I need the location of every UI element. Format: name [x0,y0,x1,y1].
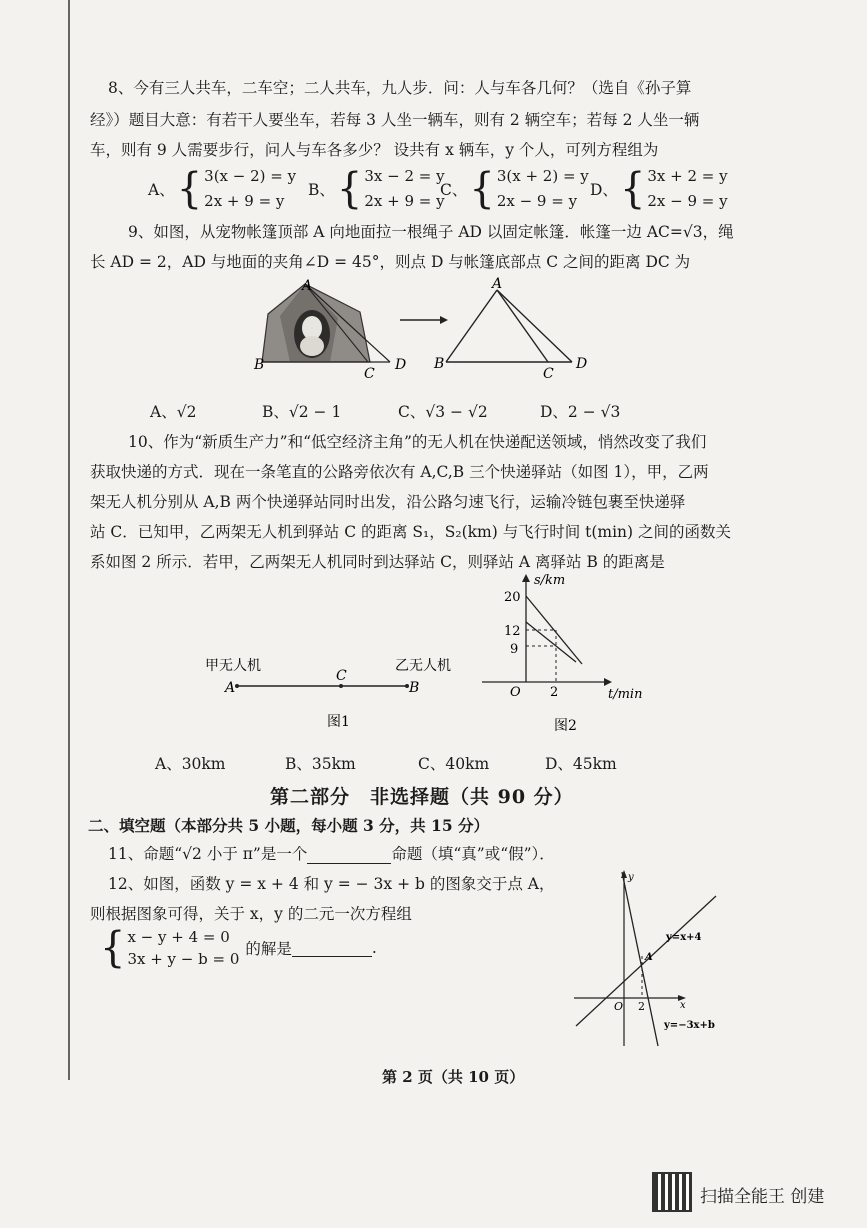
q11 [108,844,555,864]
tri-label-c: C [543,366,554,382]
q12-line-1: 12、如图，函数 y = x + 4 和 y = − 3x + b 的图象交于点 A， [108,875,555,893]
q12-eq1: x − y + 4 = 0 [127,928,230,946]
tri-label-d: D [576,356,588,372]
q10-line-3: 架无人机分别从 A,B 两个快递驿站同时出发，沿公路匀速飞行，运输冷链包裹至快递驿 [90,493,686,511]
brace-icon: { [336,164,363,214]
q8-option-c-label: C、 [440,181,468,199]
q8-option-a[interactable] [148,164,296,214]
q8-line-3: 车，则有 9 人需要步行，问人与车各多少？ 设共有 x 辆车，y 个人，可列方程组为 [90,141,659,159]
right-arrow-icon [400,316,448,324]
q11-before: 11、命题“√2 小于 π”是一个 [108,845,308,863]
q10-line-1: 10、作为“新质生产力”和“低空经济主角”的无人机在快递配送领域，悄然改变了我们 [128,433,707,451]
q8-option-b[interactable] [308,164,445,214]
q12-eq2: 3x + y − b = 0 [127,950,240,968]
fig1-left-drone-label: 甲无人机 [205,658,261,674]
q12-graph [566,866,742,1056]
q12-tick-2: 2 [638,1000,645,1013]
q12-y-label: y [628,872,634,883]
q11-after: 命题（填“真”或“假”）． [391,845,555,863]
fig2-tick-2: 2 [550,685,559,700]
fig2-tick-9: 9 [510,642,519,657]
q8-option-a-label: A、 [148,181,175,199]
q12-line2-label: y=−3x+b [664,1020,715,1031]
q9-line-1: 9、如图，从宠物帐篷顶部 A 向地面拉一根绳子 AD 以固定帐篷．帐篷一边 AC=√3，绳 [128,223,734,241]
q10-line-5: 系如图 2 所示．若甲，乙两架无人机同时到达驿站 C，则驿站 A 离驿站 B 的距离是 [90,553,665,571]
fig-label-c: C [364,366,375,382]
q8-d-eq1: 3x + 2 = y [647,167,728,185]
q12-tail: 的解是 [245,940,292,958]
tri-label-a: A [492,276,503,292]
q12-origin: O [614,1000,624,1013]
q8-d-eq2: 2x − 9 = y [647,192,728,210]
part2-title: 第二部分 非选择题（共 90 分） [270,786,574,808]
tent-photo [262,284,390,362]
q10-option-d[interactable]: D、45km [545,755,617,773]
q12-answer-blank[interactable] [292,940,372,957]
q8-c-eq2: 2x − 9 = y [496,192,578,210]
q10-option-c[interactable]: C、40km [418,755,490,773]
q9-line-2: 长 AD = 2，AD 与地面的夹角∠D = 45°，则点 D 与帐篷底部点 C 之间的距离 DC 为 [90,253,691,271]
q8-line-1: 8、今有三人共车，二车空；二人共车，九人步．问：人与车各几何？（选自《孙子算 [108,79,692,97]
q10-option-a[interactable]: A、30km [155,755,226,773]
q12-point-a: A [645,952,653,963]
fig1-label-b: B [409,680,420,696]
q10-line-4: 站 C．已知甲，乙两架无人机到驿站 C 的距离 S₁，S₂(km) 与飞行时间 t(min) 之间的函数关 [90,523,732,541]
q9-option-d[interactable]: D、2 − √3 [540,403,621,421]
brace-icon: { [469,164,495,214]
qr-code-icon [652,1172,692,1212]
page-left-edge [68,0,70,1080]
section-title: 二、填空题（本部分共 5 小题，每小题 3 分，共 15 分） [88,816,490,835]
fig1-label-a: A [225,680,236,696]
q12-system [100,923,377,973]
scanner-watermark: 扫描全能王 创建 [700,1187,825,1207]
brace-icon: { [100,923,126,973]
fig-label-d: D [395,357,407,373]
fig2-tick-12: 12 [504,624,521,639]
fig2-ylabel: s/km [534,573,566,588]
brace-icon: { [619,164,646,214]
fig2-caption: 图2 [554,718,577,734]
q10-figure-1 [195,650,475,734]
q12-end: . [371,939,377,957]
q10-option-b[interactable]: B、35km [285,755,356,773]
fig1-right-drone-label: 乙无人机 [395,658,451,674]
q8-b-eq2: 2x + 9 = y [364,192,445,210]
graph-line-s2 [526,622,576,662]
q12-line-2: 则根据图象可得，关于 x，y 的二元一次方程组 [90,905,412,923]
q9-option-a[interactable]: A、√2 [150,403,197,421]
fig2-tick-20: 20 [504,590,521,605]
fig1-label-c: C [336,668,347,684]
station-a-dot [235,684,239,688]
q9-option-b[interactable]: B、√2 − 1 [262,403,342,421]
station-c-dot [339,684,343,688]
q9-option-c[interactable]: C、√3 − √2 [398,403,488,421]
fig1-caption: 图1 [327,714,350,730]
fig2-xlabel: t/min [608,687,643,702]
triangle-diagram [446,290,572,362]
fig-label-a: A [302,278,313,294]
fig2-origin: O [510,685,521,700]
q10-line-2: 获取快递的方式．现在一条笔直的公路旁依次有 A,C,B 三个快递驿站（如图 1），甲，乙两 [90,463,709,481]
q8-option-d-label: D、 [590,181,618,199]
q8-c-eq1: 3(x + 2) = y [496,167,589,185]
q10-figure-2 [478,572,648,736]
tri-label-b: B [434,356,445,372]
page-footer: 第 2 页（共 10 页） [382,1068,525,1086]
q8-line-2: 经》）题目大意：有若干人要坐车，若每 3 人坐一辆车，则有 2 辆空车；若每 2 人坐一辆 [90,111,700,129]
q8-a-eq1: 3(x − 2) = y [204,167,297,185]
q8-option-c[interactable] [440,164,589,214]
q8-option-d[interactable] [590,164,728,214]
q12-x-label: x [680,1000,686,1011]
q8-b-eq1: 3x − 2 = y [364,167,445,185]
q12-line1-label: y=x+4 [666,932,702,943]
q11-answer-blank[interactable] [307,847,391,864]
fig-label-b: B [254,357,265,373]
brace-icon: { [176,164,203,214]
q9-figure [250,276,610,386]
q8-a-eq2: 2x + 9 = y [204,192,285,210]
q8-option-b-label: B、 [308,181,335,199]
